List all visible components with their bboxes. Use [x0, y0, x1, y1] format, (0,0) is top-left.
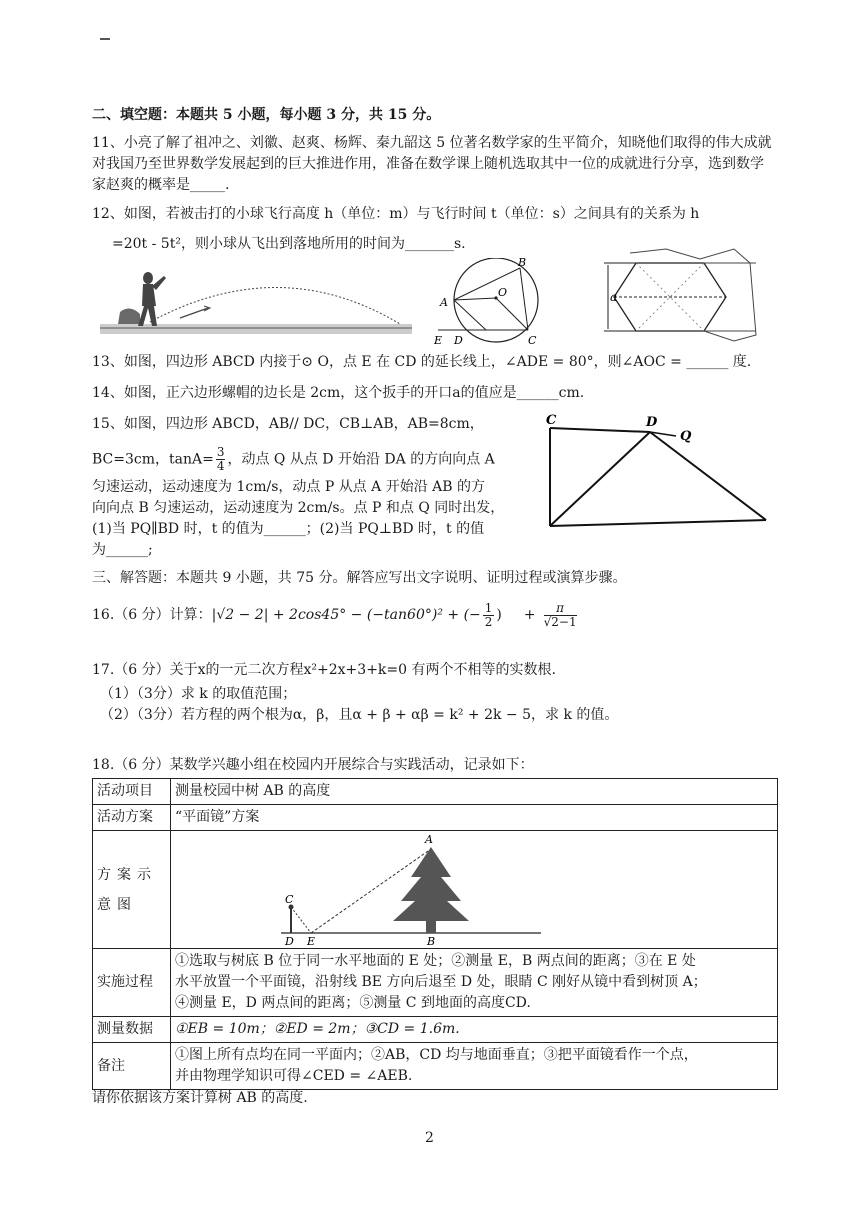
table-row	[93, 949, 778, 1017]
activity-item-value: 测量校园中树 AB 的高度	[171, 779, 778, 805]
activity-item-label: 活动项目	[93, 779, 171, 805]
q16-plus: +	[523, 607, 536, 623]
q16-pi-fraction	[544, 602, 577, 629]
q15-line2	[92, 446, 495, 473]
q17-line3: （2）（3分）若方程的两个根为α，β，且α + β + αβ = k² + 2k − 5，求 k 的值。	[100, 707, 619, 723]
q16-line	[92, 600, 577, 630]
circle-label-d: D	[454, 334, 463, 347]
q16-pi-denominator: √2−1	[543, 614, 577, 629]
q15-line2-end: ，动点 Q 从点 D 开始沿 DA 的方向向点 A	[227, 451, 495, 468]
circle-label-o: O	[498, 286, 508, 299]
data-value: ①EB = 10m；②ED = 2m；③CD = 1.6m.	[171, 1017, 778, 1043]
q15-line2-start: BC=3cm，tanA=	[92, 451, 214, 468]
trapezoid-figure	[540, 408, 775, 540]
note-line-1: ①图上所有点均在同一平面内；②AB，CD 均与地面垂直；③把平面镜看作一个点，	[175, 1047, 698, 1063]
q16-prefix: 16.（6 分）计算：	[92, 607, 212, 623]
table-row	[93, 1017, 778, 1043]
q12-line2: =20t - 5t²，则小球从飞出到落地所用的时间为_______s.	[112, 236, 466, 252]
q17-line1: 17.（6 分）关于x的一元二次方程x²+2x+3+k=0 有两个不相等的实数根.	[92, 662, 556, 678]
hexagon-wrench-figure	[600, 245, 760, 343]
section-3-heading: 三、解答题：本题共 9 小题，共 75 分。解答应写出文字说明、证明过程或演算步骤。	[92, 570, 627, 586]
circle-label-e: E	[434, 334, 443, 347]
q15-line1: 15、如图，四边形 ABCD，AB// DC，CB⊥AB，AB=8cm，	[92, 416, 484, 432]
q17-line2: （1）（3分）求 k 的取值范围；	[100, 686, 297, 702]
mirror-method-diagram	[261, 833, 561, 947]
diagram-label: 方案示意图	[93, 831, 171, 949]
diagram-label-b: B	[427, 934, 436, 947]
table-row	[93, 831, 778, 949]
note-label: 备注	[93, 1043, 171, 1090]
activity-plan-value: “平面镜”方案	[171, 805, 778, 831]
inscribed-quadrilateral-figure	[428, 258, 568, 350]
table-row	[93, 805, 778, 831]
diagram-label-c: C	[285, 892, 294, 906]
tan-fraction	[216, 446, 226, 473]
trapezoid-label-d: D	[646, 415, 658, 430]
process-line-1: ①选取与树底 B 位于同一水平地面的 E 处；②测量 E，B 两点间的距离；③在 E 处	[175, 953, 696, 969]
q11-line1: 11、小亮了解了祖冲之、刘徽、赵爽、杨辉、秦九韶这 5 位著名数学家的生平简介，知晓他们取得的伟大成就	[92, 135, 772, 151]
q12-line1: 12、如图，若被击打的小球飞行高度 h（单位：m）与飞行时间 t（单位：s）之间具有的关系为 h	[92, 206, 700, 222]
diagram-label-a: A	[425, 832, 433, 846]
process-line-2: 水平放置一个平面镜，沿射线 BE 方向后退至 D 处，眼睛 C 刚好从镜中看到树顶 A；	[175, 974, 707, 990]
circle-label-a: A	[440, 296, 448, 309]
tan-fraction-numerator: 3	[216, 445, 225, 459]
q16-half-denominator: 2	[484, 614, 493, 629]
q14-text: 14、如图，正六边形螺帽的边长是 2cm，这个扳手的开口a的值应是______cm.	[92, 385, 585, 401]
note-value	[171, 1043, 778, 1090]
trapezoid-label-q: Q	[680, 429, 692, 444]
q15-line4: 向向点 B 匀速运动，运动速度为 2cm/s。点 P 和点 Q 同时出发，	[92, 500, 505, 516]
table-row	[93, 1043, 778, 1090]
q18-outro: 请你依据该方案计算树 AB 的高度.	[92, 1090, 308, 1106]
q15-line3: 匀速运动，运动速度为 1cm/s，动点 P 从点 A 开始沿 AB 的方	[92, 479, 486, 495]
process-line-3: ④测量 E，D 两点间的距离；⑤测量 C 到地面的高度CD.	[175, 995, 531, 1011]
scan-speck	[100, 38, 110, 40]
note-line-2: 并由物理学知识可得∠CED = ∠AEB.	[175, 1068, 413, 1084]
golf-trajectory-figure	[100, 262, 412, 342]
q11-line3: 家赵爽的概率是_____.	[92, 177, 230, 193]
process-label: 实施过程	[93, 949, 171, 1017]
q11-line2: 对我国乃至世界数学发展起到的巨大推进作用，准备在数学课上随机选取其中一位的成就进行分享，选到数学	[92, 156, 764, 172]
trapezoid-label-c: C	[546, 413, 557, 428]
q16-expression: |√2 − 2| + 2cos45° − (−tan60°)² + (−	[211, 607, 481, 623]
activity-plan-label: 活动方案	[93, 805, 171, 831]
diagram-cell	[171, 831, 778, 949]
section-2-heading: 二、填空题：本题共 5 小题，每小题 3 分，共 15 分。	[92, 107, 441, 123]
hexagon-label-a: a	[610, 290, 618, 304]
diagram-label-d: D	[285, 934, 294, 947]
activity-record-table	[92, 778, 778, 1090]
process-value	[171, 949, 778, 1017]
data-label: 测量数据	[93, 1017, 171, 1043]
q16-half-numerator: 1	[484, 600, 493, 615]
q18-intro: 18.（6 分）某数学兴趣小组在校园内开展综合与实践活动，记录如下：	[92, 757, 534, 773]
table-row	[93, 779, 778, 805]
circle-label-b: B	[518, 258, 527, 269]
page-number: 2	[425, 1130, 434, 1146]
q16-half-fraction	[483, 602, 495, 629]
q15-line5: (1)当 PQ∥BD 时，t 的值为______；(2)当 PQ⊥BD 时，t 的值	[92, 521, 485, 537]
q16-close-paren: )	[496, 607, 502, 623]
q16-pi-numerator: π	[544, 602, 577, 616]
q15-line6: 为______;	[92, 542, 153, 558]
tan-fraction-denominator: 4	[216, 459, 225, 473]
q13-text: 13、如图，四边形 ABCD 内接于⊙ O，点 E 在 CD 的延长线上，∠ADE = 80°，则∠AOC = ______ 度.	[92, 354, 752, 370]
circle-label-c: C	[528, 334, 537, 347]
diagram-label-e: E	[307, 934, 316, 947]
